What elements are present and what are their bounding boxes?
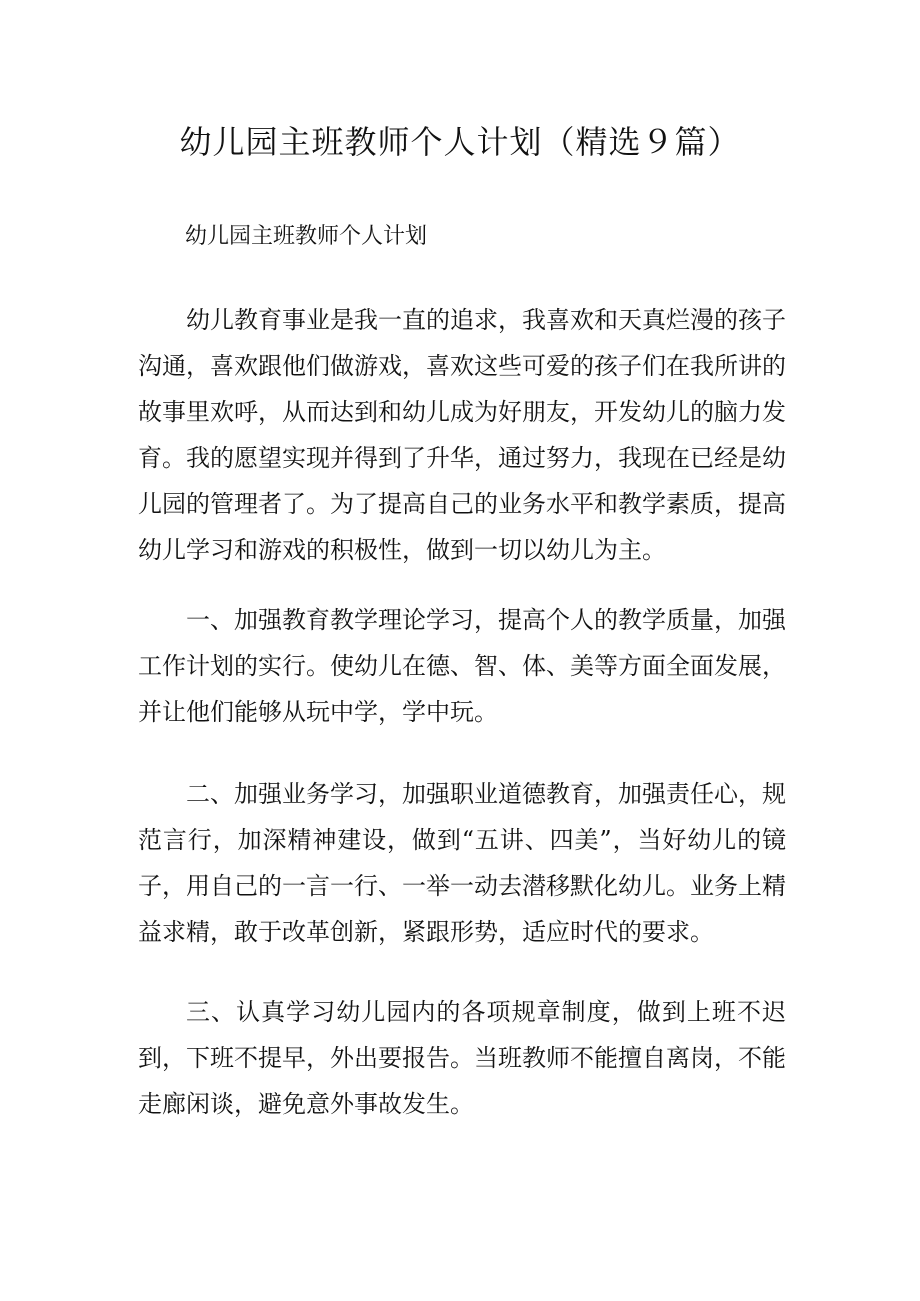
section-one-paragraph: 一、加强教育教学理论学习，提高个人的教学质量，加强工作计划的实行。使幼儿在德、智、体、美等方面全面发展，并让他们能够从玩中学，学中玩。 <box>138 606 786 726</box>
intro-paragraph: 幼儿教育事业是我一直的追求，我喜欢和天真烂漫的孩子沟通，喜欢跟他们做游戏，喜欢这些可爱的孩子们在我所讲的故事里欢呼，从而达到和幼儿成为好朋友，开发幼儿的脑力发育。我的愿望实现并得到了升华，通过努力，我现在已经是幼儿园的管理者了。为了提高自己的业务水平和教学素质，提高幼儿学习和游戏的积极性，做到一切以幼儿为主。 <box>138 306 786 564</box>
section-three-paragraph: 三、认真学习幼儿园内的各项规章制度，做到上班不迟到，下班不提早，外出要报告。当班教师不能擅自离岗，不能走廊闲谈，避免意外事故发生。 <box>138 998 786 1118</box>
document-title: 幼儿园主班教师个人计划（精选９篇） <box>179 123 741 161</box>
document-subtitle: 幼儿园主班教师个人计划 <box>185 224 428 249</box>
section-two-paragraph: 二、加强业务学习，加强职业道德教育，加强责任心，规范言行，加深精神建设，做到“五讲、四美”，当好幼儿的镜子，用自己的一言一行、一举一动去潜移默化幼儿。业务上精益求精，敢于改革创新，紧跟形势，适应时代的要求。 <box>138 780 786 946</box>
